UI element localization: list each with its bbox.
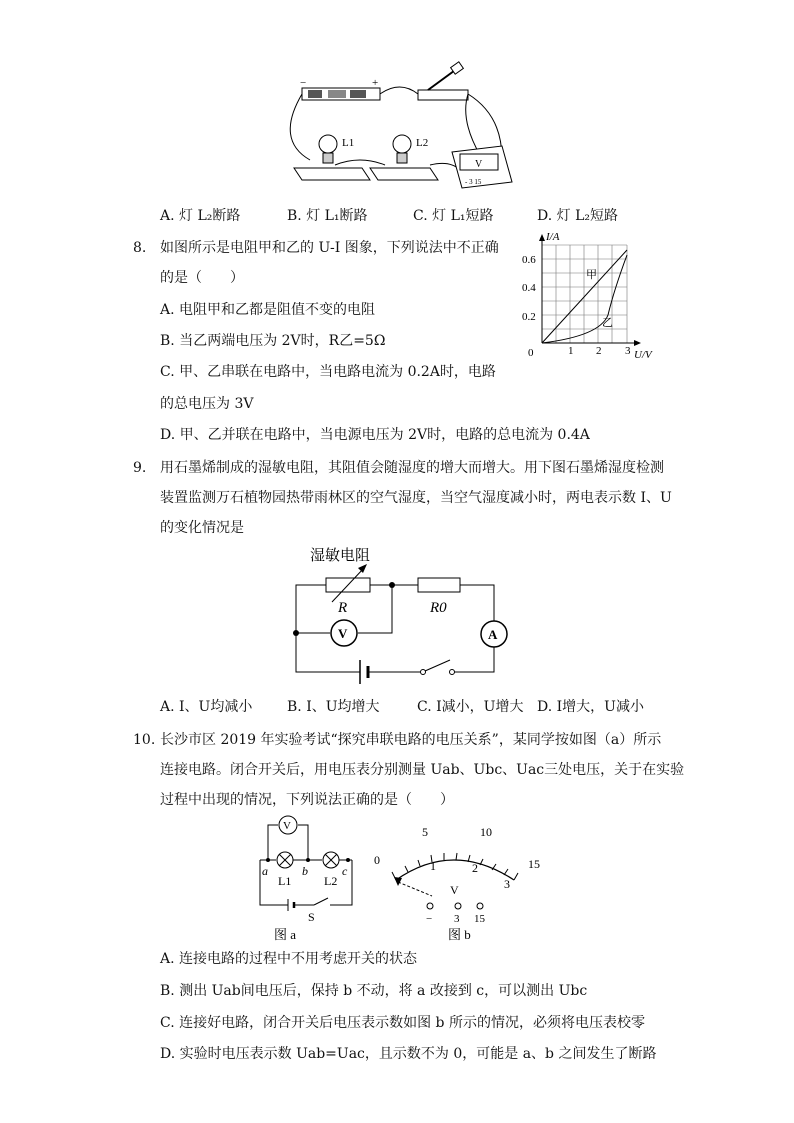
q7-option-c[interactable]: C. 灯 L₁短路 [413,208,494,224]
q10a-caption: 图 a [274,927,297,942]
q10a-point-c: c [342,864,348,878]
q8-xlabel: U/V [634,349,652,361]
q9-option-b[interactable]: B. I、U均增大 [287,699,380,715]
q8-ylabel: I/A [546,231,560,243]
q10b-caption: 图 b [448,927,471,942]
q10b-inner-1: 2 [472,861,478,875]
q7-option-a[interactable]: A. 灯 L₂断路 [160,208,241,224]
q8-stem-line1: 如图所示是电阻甲和乙的 U-I 图象，下列说法中不正确 [160,240,499,256]
q9-voltmeter-label: V [338,626,348,641]
q10-number: 10. [133,732,156,748]
q10b-terminal-minus: − [426,913,433,925]
q10b-outer-1: 5 [422,825,428,839]
q10a-l1: L1 [278,874,292,888]
q10b-outer-0: 0 [374,853,380,867]
q7-meter-terminals: - 3 15 [465,178,482,186]
q10-option-d[interactable]: D. 实验时电压表示数 Uab=Uac，且示数不为 0，可能是 a、b 之间发生了断路 [160,1046,657,1062]
q8-option-b[interactable]: B. 当乙两端电压为 2V时，R乙=5Ω [160,333,386,349]
q7-circuit-figure [280,60,520,195]
q8-xtick-1: 2 [596,345,602,357]
q8-number: 8. [133,240,147,256]
q8-jia-label: 甲 [586,269,597,281]
q10-stem-line3: 过程中出现的情况，下列说法正确的是（ ） [160,792,454,808]
q10a-point-a: a [262,864,268,878]
lamp1-label: L1 [342,137,355,149]
q10a-switch-s: S [308,910,315,924]
q10-stem-line2: 连接电路。闭合开关后，用电压表分别测量 Uab、Ubc、Uac三处电压，关于在实验 [160,762,685,778]
q10-figure-b [368,822,548,946]
q8-xtick-2: 3 [625,345,631,357]
q9-option-a[interactable]: A. I、U均减小 [160,699,253,715]
q8-option-a[interactable]: A. 电阻甲和乙都是阻值不变的电阻 [160,302,376,318]
q8-ui-graph [522,230,662,362]
q9-stem-line3: 的变化情况是 [160,520,244,536]
q8-ytick-0: 0.2 [522,311,536,323]
q10b-terminal-15: 15 [474,913,485,925]
battery-minus: − [300,77,307,89]
q10-option-c[interactable]: C. 连接好电路，闭合开关后电压表示数如图 b 所示的情况，必须将电压表校零 [160,1015,645,1031]
q10b-outer-3: 15 [528,857,540,871]
q8-origin: 0 [528,347,534,359]
q8-option-c[interactable]: C. 甲、乙串联在电路中，当电路电流为 0.2A时，电路 [160,364,496,380]
q9-title: 湿敏电阻 [310,548,371,564]
q7-meter-label: V [475,159,483,170]
q8-xtick-0: 1 [568,345,574,357]
q8-stem-line2: 的是（ ） [160,270,244,286]
q10a-l2: L2 [324,874,338,888]
q10-option-b[interactable]: B. 测出 Uab间电压后，保持 b 不动，将 a 改接到 c，可以测出 Ubc [160,983,588,999]
q8-option-c-cont: 的总电压为 3V [160,396,254,412]
q10b-v-label: V [450,883,459,897]
q8-yi-label: 乙 [602,317,613,329]
q10a-point-b: b [302,864,308,878]
q10b-outer-2: 10 [480,825,492,839]
q9-stem-line2: 装置监测万石植物园热带雨林区的空气湿度，当空气湿度减小时，两电表示数 I、U [160,490,672,506]
q10b-terminal-3: 3 [454,913,460,925]
q9-r-label: R [338,600,348,616]
q10b-inner-0: 1 [430,859,436,873]
q9-ammeter-label: A [488,627,498,642]
q8-ytick-1: 0.4 [522,282,536,294]
q9-number: 9. [133,460,147,476]
q10b-inner-2: 3 [504,877,510,891]
q10a-voltmeter-label: V [283,820,291,832]
battery-plus: + [372,77,379,89]
q10-figure-a [252,815,362,945]
q8-ytick-2: 0.6 [522,254,536,266]
q9-option-c[interactable]: C. I减小，U增大 [417,699,524,715]
q7-option-d[interactable]: D. 灯 L₂短路 [537,208,618,224]
q7-option-b[interactable]: B. 灯 L₁断路 [287,208,368,224]
q9-option-d[interactable]: D. I增大，U减小 [537,699,644,715]
q9-r0-label: R0 [430,600,447,616]
q9-circuit-figure [288,540,508,686]
q9-stem-line1: 用石墨烯制成的湿敏电阻，其阻值会随湿度的增大而增大。用下图石墨烯湿度检测 [160,460,664,476]
q10-option-a[interactable]: A. 连接电路的过程中不用考虑开关的状态 [160,951,418,967]
q8-option-d[interactable]: D. 甲、乙并联在电路中，当电源电压为 2V时，电路的总电流为 0.4A [160,427,590,443]
lamp2-label: L2 [416,137,429,149]
q10-stem-line1: 长沙市区 2019 年实验考试“探究串联电路的电压关系”，某同学按如图（a）所示 [160,732,662,748]
